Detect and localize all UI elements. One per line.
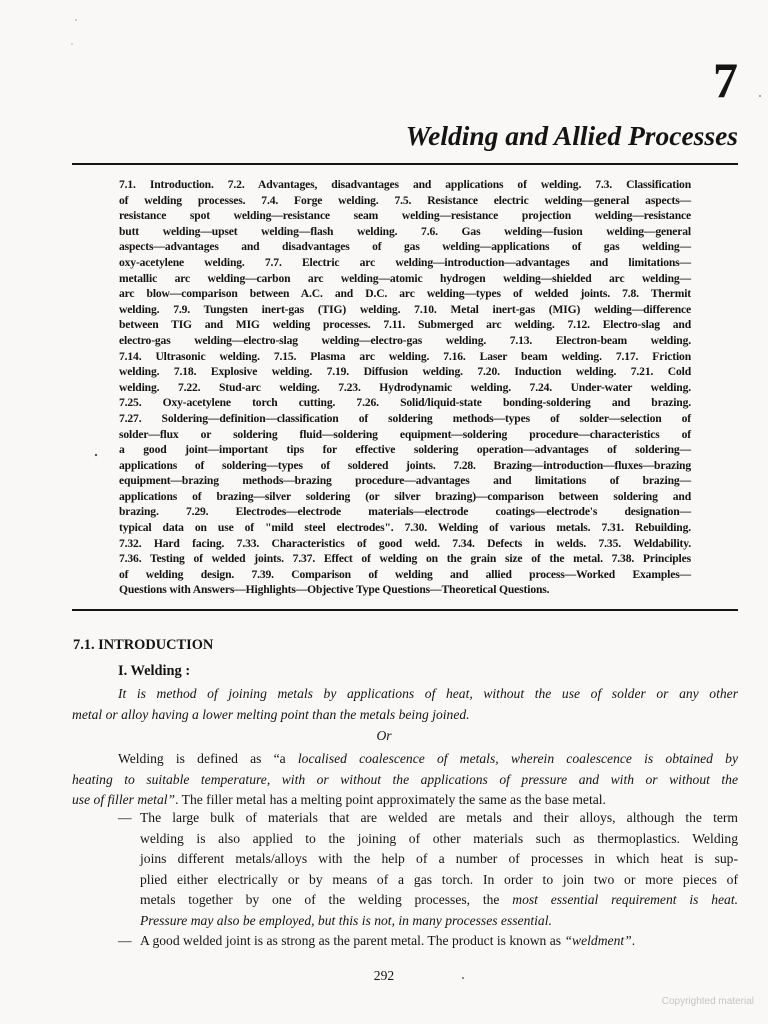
- contents-line: solder—flux or soldering fluid—soldering equipment—soldering procedure—characteristics of: [119, 427, 691, 441]
- chapter-number: 7: [713, 52, 738, 108]
- plain-text: Welding is defined as “a: [118, 751, 298, 766]
- contents-line: equipment—brazing methods—brazing procedure—advantages and limitations of brazing—: [119, 474, 691, 488]
- copyright-watermark: Copyrighted material: [661, 996, 754, 1007]
- speck: [75, 19, 77, 21]
- contents-line: resistance spot welding—resistance seam welding—resistance projection welding—resistance: [119, 209, 691, 223]
- sub-heading: I. Welding :: [118, 663, 191, 679]
- chapter-title: Welding and Allied Processes: [405, 120, 738, 151]
- plain-text: metals together by one of the welding processes, the: [140, 892, 513, 908]
- contents-line: typical data on use of "mild steel electrodes". 7.30. Welding of various metals. 7.31. Rebuilding.: [119, 521, 691, 535]
- italic-text: use of filler metal”: [72, 792, 176, 808]
- paragraph-line: joins different metals/alloys with the help of a number of processes in which heat is sup-: [140, 851, 738, 867]
- paragraph-line: plied either electrically or by means of a gas torch. In order to join two or more pieces of: [140, 871, 738, 887]
- speck: [95, 454, 97, 456]
- contents-line: 7.36. Testing of welded joints. 7.37. Effect of welding on the grain size of the metal. 7.38. Principles: [119, 552, 691, 566]
- contents-line: 7.32. Hard facing. 7.33. Characteristics of good weld. 7.34. Defects in welds. 7.35. Weldability.: [119, 536, 691, 550]
- section-heading: 7.1. INTRODUCTION: [73, 637, 214, 653]
- contents-line: a good joint—important tips for effective soldering operation—advantages of soldering—: [119, 443, 691, 457]
- contents-line: arc blow—comparison between A.C. and D.C. arc welding—types of welded joints. 7.8. Thermit: [119, 287, 691, 301]
- contents-line: welding. 7.9. Tungsten inert-gas (TIG) welding. 7.10. Metal inert-gas (MIG) welding—difference: [119, 302, 691, 316]
- definition-line: metal or alloy having a lower melting point than the metals being joined.: [72, 706, 470, 722]
- or-separator: Or: [376, 728, 392, 743]
- contents-line: welding. 7.22. Stud-arc welding. 7.23. Hydrodynamic welding. 7.24. Under-water welding.: [119, 380, 691, 394]
- plain-text: A good welded joint is as strong as the parent metal. The product is known as: [140, 933, 565, 948]
- speck: [759, 95, 761, 97]
- contents-line: 7.1. Introduction. 7.2. Advantages, disadvantages and applications of welding. 7.3. Classification: [119, 178, 691, 191]
- contents-line: electro-gas welding—electro-slag welding—electro-gas welding. 7.13. Electron-beam welding.: [119, 333, 691, 347]
- contents-line: of welding processes. 7.4. Forge welding. 7.5. Resistance electric welding—general aspects—: [119, 193, 691, 207]
- plain-text: . The filler metal has a melting point approximately the same as the base metal.: [175, 792, 606, 808]
- italic-text: “weldment”: [564, 933, 632, 948]
- contents-line: metallic arc welding—carbon arc welding—atomic hydrogen welding—shielded arc welding—: [119, 271, 691, 285]
- contents-line: brazing. 7.29. Electrodes—electrode materials—electrode coatings—electrode's designation—: [119, 505, 691, 519]
- bullet-dash: —: [118, 810, 132, 825]
- contents-line: between TIG and MIG welding processes. 7.11. Submerged arc welding. 7.12. Electro-slag and: [119, 318, 691, 332]
- italic-text: heating to suitable temperature, with or without the applications of pressure and with or without the: [72, 771, 738, 787]
- contents-line: of welding design. 7.39. Comparison of welding and allied process—Worked Examples—: [119, 567, 691, 581]
- contents-line: 7.25. Oxy-acetylene torch cutting. 7.26. Solid/liquid-state bonding-soldering and brazing.: [119, 396, 691, 410]
- italic-text: Pressure may also be employed, but this is not, in many processes essential.: [140, 912, 552, 928]
- italic-text: localised coalescence of metals, wherein coalescence is obtained by: [297, 751, 738, 766]
- paragraph-line: welding is also applied to the joining of other materials such as thermoplastics. Welding: [140, 830, 738, 846]
- contents-line: aspects—advantages and disadvantages of gas welding—applications of gas welding—: [119, 240, 691, 254]
- contents-line: applications of soldering—types of soldered joints. 7.28. Brazing—introduction—fluxes—brazing: [119, 458, 691, 472]
- contents-line: oxy-acetylene welding. 7.7. Electric arc welding—introduction—advantages and limitations—: [119, 255, 691, 269]
- contents-line: 7.27. Soldering—definition—classification of soldering methods—types of solder—selection of: [119, 411, 691, 425]
- bullet-dash: —: [118, 933, 132, 948]
- contents-line: 7.14. Ultrasonic welding. 7.15. Plasma arc welding. 7.16. Laser beam welding. 7.17. Friction: [119, 349, 691, 363]
- page-number: 292: [373, 968, 395, 983]
- speck: [71, 43, 73, 45]
- speck: [462, 977, 464, 979]
- definition-line: It is method of joining metals by applications of heat, without the use of solder or any other: [118, 686, 738, 701]
- contents-line: welding. 7.18. Explosive welding. 7.19. Diffusion welding. 7.20. Induction welding. 7.21. Cold: [119, 365, 691, 379]
- contents-line: applications of brazing—silver soldering (or silver brazing)—comparison between soldering and: [119, 489, 691, 503]
- contents-line: Questions with Answers—Highlights—Objective Type Questions—Theoretical Questions.: [119, 583, 550, 597]
- paragraph-line: The large bulk of materials that are welded are metals and their alloys, although the term: [140, 810, 738, 825]
- italic-text: most essential requirement is heat.: [512, 892, 738, 908]
- plain-text: .: [631, 933, 636, 948]
- contents-line: butt welding—upset welding—flash welding. 7.6. Gas welding—fusion welding—general: [119, 224, 691, 238]
